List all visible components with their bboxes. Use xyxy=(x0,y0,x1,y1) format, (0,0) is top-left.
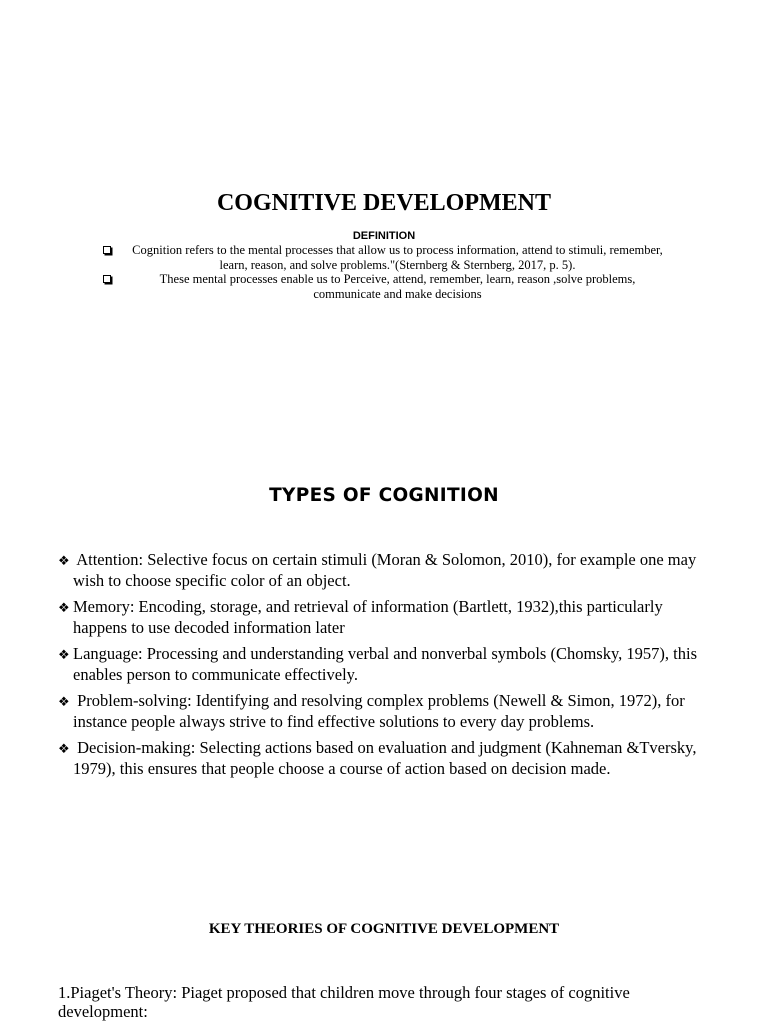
types-heading: TYPES OF COGNITION xyxy=(269,485,499,506)
list-item xyxy=(58,550,718,590)
list-item xyxy=(58,644,718,684)
checkbox-bullet-icon xyxy=(103,246,111,254)
list-item-text: Language: Processing and understanding verbal and nonverbal symbols (Chomsky, 1957), this enables person to communicate effectively. xyxy=(73,644,697,684)
list-item xyxy=(58,597,718,637)
definition-list xyxy=(100,243,665,301)
checkbox-bullet-icon xyxy=(103,275,111,283)
list-item-text: Memory: Encoding, storage, and retrieval of information (Bartlett, 1932),this particularly happens to use decoded information later xyxy=(73,597,663,637)
list-item-text: Problem-solving: Identifying and resolving complex problems (Newell & Simon, 1972), for instance people always strive to find effective solutions to every day problems. xyxy=(73,691,685,731)
diamond-bullet-icon: ❖ xyxy=(58,601,70,616)
definition-item xyxy=(100,272,665,301)
key-theories-heading: KEY THEORIES OF COGNITIVE DEVELOPMENT xyxy=(208,921,560,937)
list-item-text: Attention: Selective focus on certain stimuli (Moran & Solomon, 2010), for example one may wish to choose specific color of an object. xyxy=(73,550,697,590)
diamond-bullet-icon: ❖ xyxy=(58,742,70,757)
diamond-bullet-icon: ❖ xyxy=(58,554,70,569)
page-title: COGNITIVE DEVELOPMENT xyxy=(216,190,552,216)
list-item xyxy=(58,738,718,778)
piaget-paragraph: 1.Piaget's Theory: Piaget proposed that children move through four stages of cognitive development: xyxy=(58,983,630,1021)
definition-text: These mental processes enable us to Perceive, attend, remember, learn, reason ,solve problems, communicate and make decisions xyxy=(159,272,636,301)
list-item xyxy=(58,691,718,731)
definition-item xyxy=(100,243,665,272)
list-item-text: Decision-making: Selecting actions based on evaluation and judgment (Kahneman &Tversky, 1979), this ensures that people choose a course of action based on decision made. xyxy=(73,738,697,778)
types-list xyxy=(58,550,718,785)
diamond-bullet-icon: ❖ xyxy=(58,695,70,710)
diamond-bullet-icon: ❖ xyxy=(58,648,70,663)
definition-heading: DEFINITION xyxy=(352,230,416,242)
definition-text: Cognition refers to the mental processes that allow us to process information, attend to stimuli, remember, learn, reason, and solve problems."(Sternberg & Sternberg, 2017, p. 5). xyxy=(132,243,663,272)
